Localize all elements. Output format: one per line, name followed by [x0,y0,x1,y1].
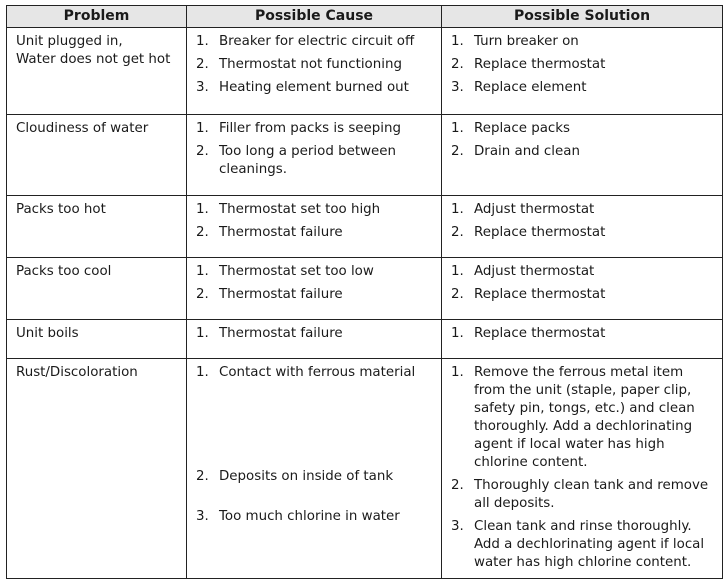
problem-text: Packs too cool [16,264,112,279]
cause-cell [187,28,442,115]
solution-cell [442,28,723,115]
cause-text: Too much chlorine in water [219,509,400,524]
solution-text: Adjust thermostat [474,264,595,279]
solution-text: Adjust thermostat [474,202,595,217]
problem-text: Rust/Discoloration [16,365,138,380]
list-item: 1. Contact with ferrous material [196,364,435,382]
list-item: 2. Deposits on inside of tank [196,468,435,486]
solution-text: Replace thermostat [474,57,606,72]
table-row [7,115,723,196]
problem-cell [7,258,187,320]
list-item: 1. Thermostat set too high [196,201,435,219]
table-row [7,258,723,320]
header-possible-solution: Possible Solution [442,6,723,28]
list-item: 2. Drain and clean [451,143,716,161]
list-item: 2. Replace thermostat [451,224,716,242]
list-item: 2. Thermostat failure [196,224,435,242]
solution-cell [442,320,723,359]
list-item: 3. Heating element burned out [196,79,435,97]
list-item: 2. Replace thermostat [451,56,716,74]
list-item: 1. Adjust thermostat [451,263,716,281]
list-item: 2. Too long a period between cleanings. [196,143,435,179]
solution-cell [442,258,723,320]
troubleshooting-table [6,5,723,579]
cause-cell [187,258,442,320]
list-item: 3. Replace element [451,79,716,97]
header-problem: Problem [7,6,187,28]
list-item: 1. Adjust thermostat [451,201,716,219]
problem-text: Unit boils [16,326,79,341]
list-item: 1. Thermostat set too low [196,263,435,281]
cause-cell [187,196,442,258]
problem-text: Water does not get hot [16,52,171,67]
list-item: 2. Replace thermostat [451,286,716,304]
problem-cell [7,359,187,579]
solution-cell [442,359,723,579]
solution-text: Turn breaker on [474,34,579,49]
cause-text: Thermostat not functioning [219,57,402,72]
list-item: 3. Too much chlorine in water [196,508,435,526]
solution-text: Clean tank and rinse thoroughly. Add a dechlorinating agent if local water has high chlorine content. [474,519,705,570]
list-item: 1. Replace thermostat [451,325,716,343]
list-item: 2. Thermostat failure [196,286,435,304]
solution-text: Replace thermostat [474,225,606,240]
table-row [7,196,723,258]
problem-text: Packs too hot [16,202,106,217]
solution-text: Replace packs [474,121,571,136]
problem-cell [7,320,187,359]
list-item: 1. Replace packs [451,120,716,138]
cause-text: Thermostat set too high [219,202,381,217]
solution-text: Drain and clean [474,144,580,159]
cause-text: Contact with ferrous material [219,365,416,380]
cause-text: Deposits on inside of tank [219,469,394,484]
solution-text: Replace thermostat [474,326,606,341]
header-possible-cause: Possible Cause [187,6,442,28]
list-item: 1. Breaker for electric circuit off [196,33,435,51]
cause-text: Thermostat failure [219,287,343,302]
cause-text: Breaker for electric circuit off [219,34,415,49]
problem-cell [7,28,187,115]
solution-text: Replace thermostat [474,287,606,302]
cause-text: Filler from packs is seeping [219,121,401,136]
list-item: 2. Thermostat not functioning [196,56,435,74]
solution-text: Remove the ferrous metal item from the unit (staple, paper clip, safety pin, tongs, etc.) and clean thoroughly. Add a dechlorinating agent if local water has high chlorine content. [474,365,695,470]
list-item: 1. Thermostat failure [196,325,435,343]
header-row [7,6,723,28]
cause-text: Heating element burned out [219,80,409,95]
cause-cell [187,320,442,359]
solution-cell [442,115,723,196]
list-item: 1. Turn breaker on [451,33,716,51]
table-row [7,359,723,579]
problem-cell [7,115,187,196]
list-item: 1. Filler from packs is seeping [196,120,435,138]
solution-text: Replace element [474,80,587,95]
problem-cell [7,196,187,258]
cause-text: Thermostat failure [219,225,343,240]
problem-text: Unit plugged in, [16,34,123,49]
cause-text: Thermostat failure [219,326,343,341]
solution-text: Thoroughly clean tank and remove all deposits. [474,478,709,511]
list-item: 3. Clean tank and rinse thoroughly. Add a dechlorinating agent if local water has high chlorine content. [451,518,716,572]
list-item: 2. Thoroughly clean tank and remove all deposits. [451,477,716,513]
problem-text: Cloudiness of water [16,121,149,136]
cause-cell [187,359,442,579]
table-row [7,28,723,115]
cause-text: Thermostat set too low [219,264,374,279]
solution-cell [442,196,723,258]
cause-text: Too long a period between cleanings. [219,144,396,177]
list-item: 1. Remove the ferrous metal item from the unit (staple, paper clip, safety pin, tongs, etc.) and clean thoroughly. Add a dechlorinating agent if local water has high chlorine content. [451,364,716,472]
table-row [7,320,723,359]
cause-cell [187,115,442,196]
